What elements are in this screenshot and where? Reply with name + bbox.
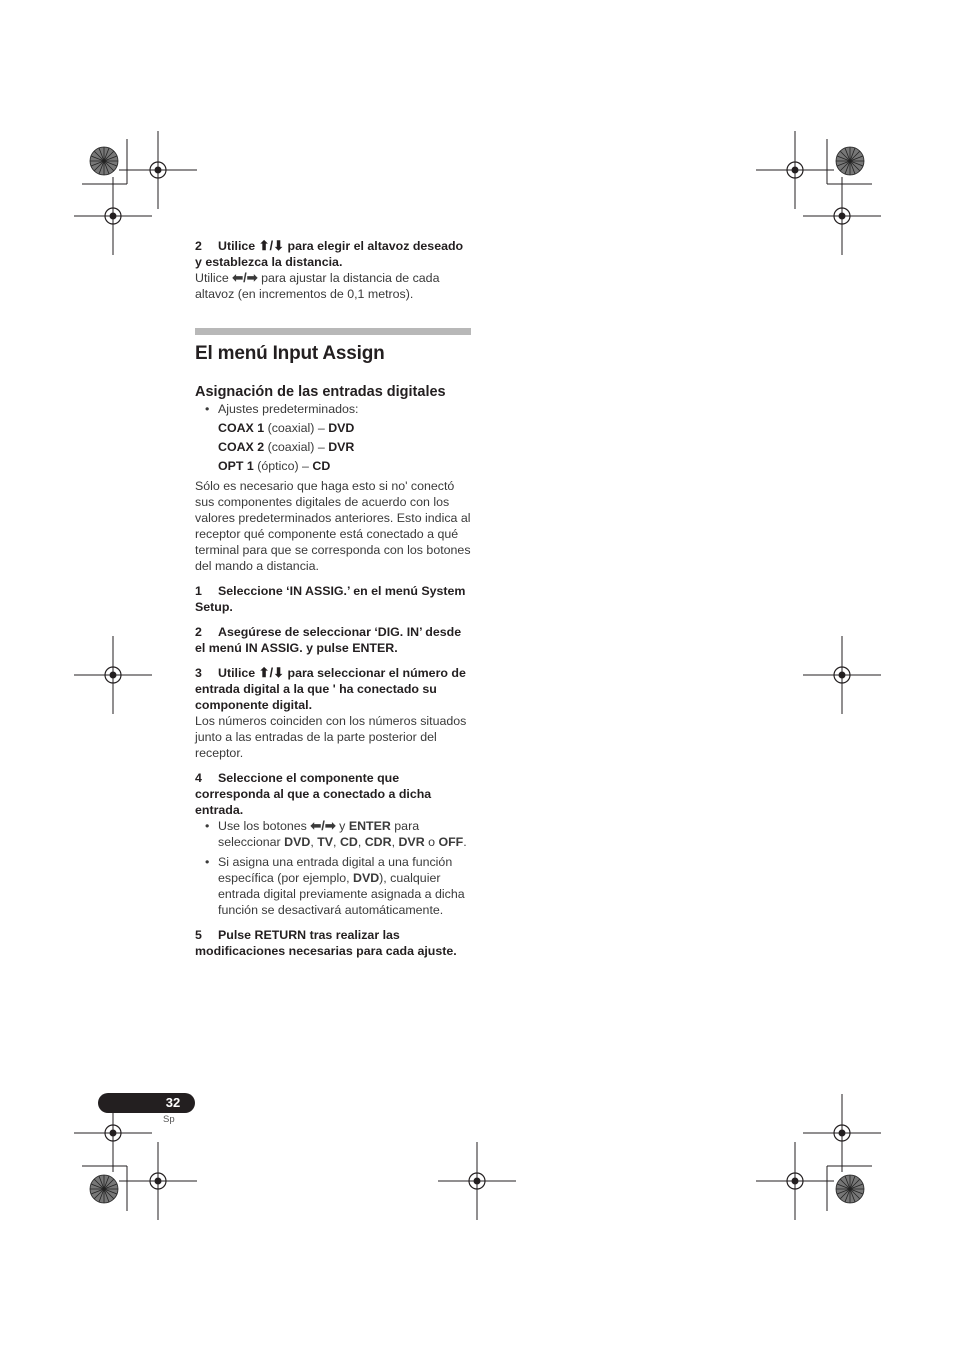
page-number: 32 xyxy=(165,1095,181,1110)
intro-paragraph: Sólo es necesario que haga esto si no' conectó sus componentes digitales de acuerdo con los valores predeterminados anteriores. Esto indica al receptor qué componente está conectado a qué terminal para que se corresponda con los botones del mando a distancia. xyxy=(195,479,471,573)
up-down-arrow-icon: ⬆/⬇ xyxy=(258,665,285,680)
step-2-distance: 2 Utilice ⬆/⬇ para elegir el altavoz deseado y establezca la distancia. xyxy=(195,238,464,269)
section-subtitle: Asignación de las entradas digitales xyxy=(195,384,446,400)
bullet-icon: • xyxy=(205,402,210,416)
step-4-bullet-2: • Si asigna una entrada digital a una función específica (por ejemplo, DVD), cualquier entrada digital previamente asignada a dicha función se desactivará automáticamente. xyxy=(205,855,465,917)
defaults-bullet: • Ajustes predeterminados: xyxy=(205,402,359,416)
step-4: 4 Seleccione el componente que corresponda al que a conectado a dicha entrada. xyxy=(195,771,432,817)
up-down-arrow-icon: ⬆/⬇ xyxy=(258,238,285,253)
section-divider xyxy=(195,328,471,335)
section-title: El menú Input Assign xyxy=(195,343,385,364)
default-row: OPT 1 (óptico) – CD xyxy=(218,459,331,473)
step-2: 2 Asegúrese de seleccionar ‘DIG. IN’ desde el menú IN ASSIG. y pulse ENTER. xyxy=(195,625,462,655)
page-language: Sp xyxy=(163,1114,175,1125)
default-row: COAX 2 (coaxial) – DVR xyxy=(218,440,355,454)
default-row: COAX 1 (coaxial) – DVD xyxy=(218,421,355,435)
step-3: 3 Utilice ⬆/⬇ para seleccionar el número de entrada digital a la que ' ha conectado su componente digital. xyxy=(195,665,466,712)
step-4-bullet-1: • Use los botones ⬅/➡ y ENTER para seleccionar DVD, TV, CD, CDR, DVR o OFF. xyxy=(205,818,467,849)
defaults-list xyxy=(195,420,471,474)
bullet-icon: • xyxy=(205,855,210,869)
step-3-body: Los números coinciden con los números situados junto a las entradas de la parte posterior del receptor. xyxy=(195,714,467,760)
main-column xyxy=(195,238,471,959)
left-right-arrow-icon: ⬅/➡ xyxy=(232,270,258,285)
step-2-body: Utilice ⬅/➡ para ajustar la distancia de cada altavoz (en incrementos de 0,1 metros). xyxy=(195,270,440,301)
bullet-icon: • xyxy=(205,819,210,833)
step-1: 1 Seleccione ‘IN ASSIG.’ en el menú System Setup. xyxy=(195,584,466,614)
step-5: 5 Pulse RETURN tras realizar las modificaciones necesarias para cada ajuste. xyxy=(195,928,457,958)
left-right-arrow-icon: ⬅/➡ xyxy=(310,818,336,833)
